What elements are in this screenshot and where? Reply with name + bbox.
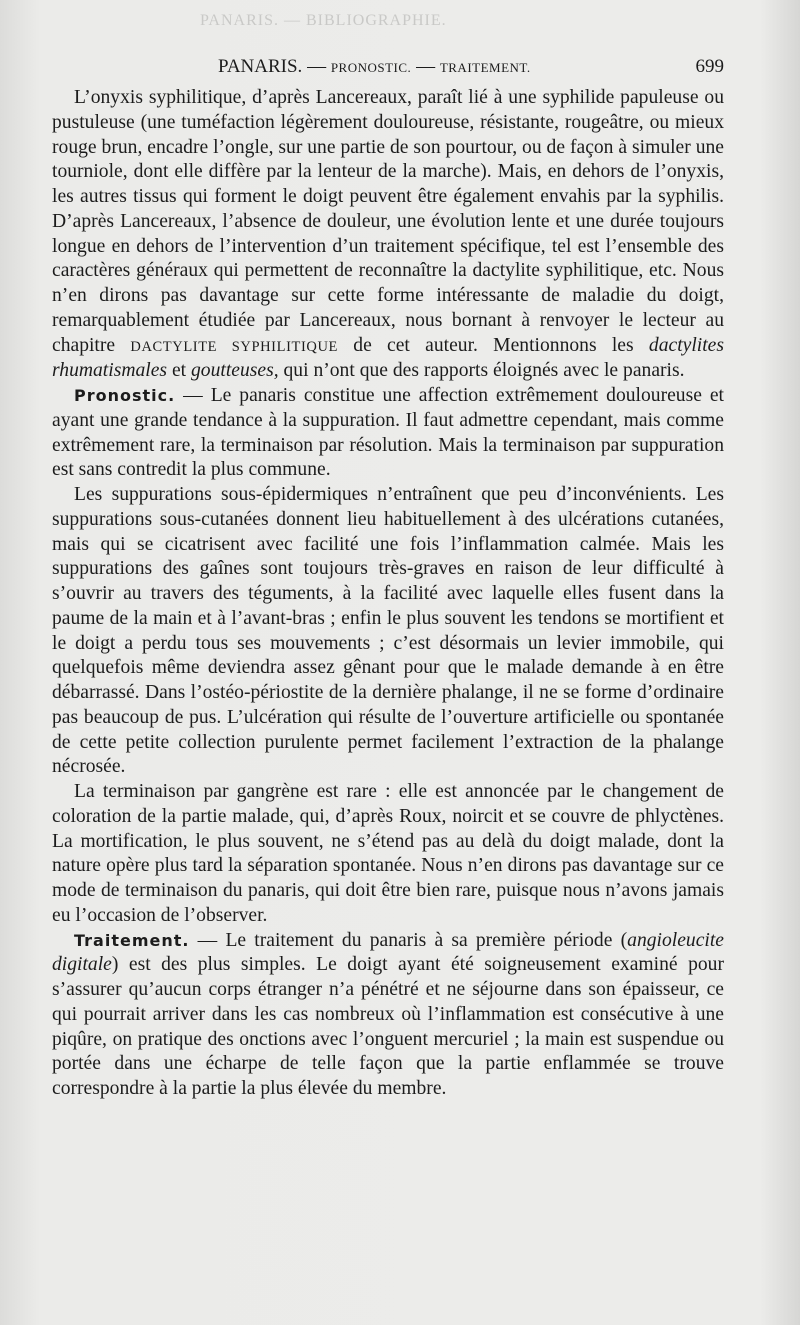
bleed-through-text: PANARIS. — BIBLIOGRAPHIE.: [200, 12, 447, 29]
body-text: [52, 86, 724, 1102]
italic-term: angioleucite digitale: [52, 929, 724, 976]
italic-term: goutteuses,: [190, 360, 279, 382]
header-section-traitement: TRAITEMENT.: [439, 60, 531, 75]
header-separator: —: [307, 56, 327, 77]
paragraph-onyxis: L’onyxis syphilitique, d’après Lancereaux, paraît lié à une syphilide papuleuse ou pustuleuse (une tuméfaction légèrement douloureuse, résistante, rougeâtre, ou mieux rouge brun, encadre l’ongle, sur une partie de son pourtour, ou de façon à simuler une tourniole, dont elle diffère par la lenteur de la marche). Mais, en dehors de l’onyxis, les autres tissus qui forment le doigt peuvent être également envahis par la syphilis. D’après Lancereaux, l’absence de douleur, une évolution lente et une durée toujours longue en dehors de l’intervention d’un traitement spécifique, tel est l’ensemble des caractères généraux qui permettent de reconnaître la dactylite syphilitique, etc. Nous n’en dirons pas davantage sur cette forme intéressante de maladie du doigt, remarquablement étudiée par Lancereaux, nous bornant à renvoyer le lecteur au chapitre DACTYLITE SYPHILITIQUE de cet auteur. Mentionnons les dactylites rhumatismales et goutteuses, qui n’ont que des rapports éloignés avec le panaris.: [52, 87, 724, 382]
header-title: PANARIS.: [218, 56, 303, 77]
chapter-reference: DACTYLITE SYPHILITIQUE: [130, 338, 338, 355]
header-section-pronostic: PRONOSTIC.: [330, 60, 412, 75]
paragraph-traitement: Traitement. — Le traitement du panaris à sa première période (angioleucite digitale) est des plus simples. Le doigt ayant été soigneusement examiné pour s’assurer qu’aucun corps étranger n’a pénétré et ne séjourne dans son épaisseur, ce qui pourrait arriver dans les cas nombreux où l’inflammation est consécutive à une piqûre, on pratique des onctions avec l’onguent mercuriel ; la main est suspendue ou portée dans une écharpe de telle façon que la partie enflammée se trouve correspondre à la partie la plus élevée du membre.: [52, 929, 724, 1099]
paragraph-pronostic: Pronostic. — Le panaris constitue une affection extrêmement douloureuse et ayant une grande tendance à la suppuration. Il faut admettre cependant, mais comme extrêmement rare, la terminaison par résolution. Mais la terminaison par suppuration est sans contredit la plus commune.: [52, 385, 724, 481]
paragraph-suppurations: Les suppurations sous-épidermiques n’entraînent que peu d’inconvénients. Les suppurations sous-cutanées donnent lieu habituellement à des ulcérations cutanées, mais qui se cicatrisent avec facilité une fois l’inflammation calmée. Mais les suppurations des gaînes sont toujours très-graves en raison de leur difficulté à s’ouvrir au travers des téguments, à la facilité avec laquelle elles fusent dans la paume de la main et à l’avant-bras ; enfin le plus souvent les tendons se mortifient et le doigt a perdu tous ses mouvements ; c’est désormais un levier immobile, qui quelquefois même deviendra assez gênant pour que le malade demande à en être débarrassé. Dans l’ostéo-périostite de la dernière phalange, il ne se forme d’ordinaire pas beaucoup de pus. L’ulcération qui résulte de l’ouverture artificielle ou spontanée de cette petite collection purulente permet facilement l’extraction de la phalange nécrosée.: [52, 484, 724, 778]
section-heading-pronostic: Pronostic.: [74, 386, 176, 405]
italic-term: dactylites rhumatismales: [52, 334, 724, 382]
header-separator: —: [416, 56, 436, 77]
running-header: [52, 56, 724, 80]
running-title: [218, 56, 531, 78]
section-heading-traitement: Traitement.: [74, 930, 190, 950]
page-number: 699: [695, 56, 724, 77]
paragraph-gangrene: La terminaison par gangrène est rare : elle est annoncée par le changement de coloration de la partie malade, qui, d’après Roux, noircit et se couvre de phlyctènes. La mortification, le plus souvent, ne s’étend pas au delà du doigt malade, dont la nature opère plus tard la séparation spontanée. Nous n’en dirons pas davantage sur ce mode de terminaison du panaris, qui doit être bien rare, puisque nous n’avons jamais eu l’occasion de l’observer.: [52, 781, 724, 926]
